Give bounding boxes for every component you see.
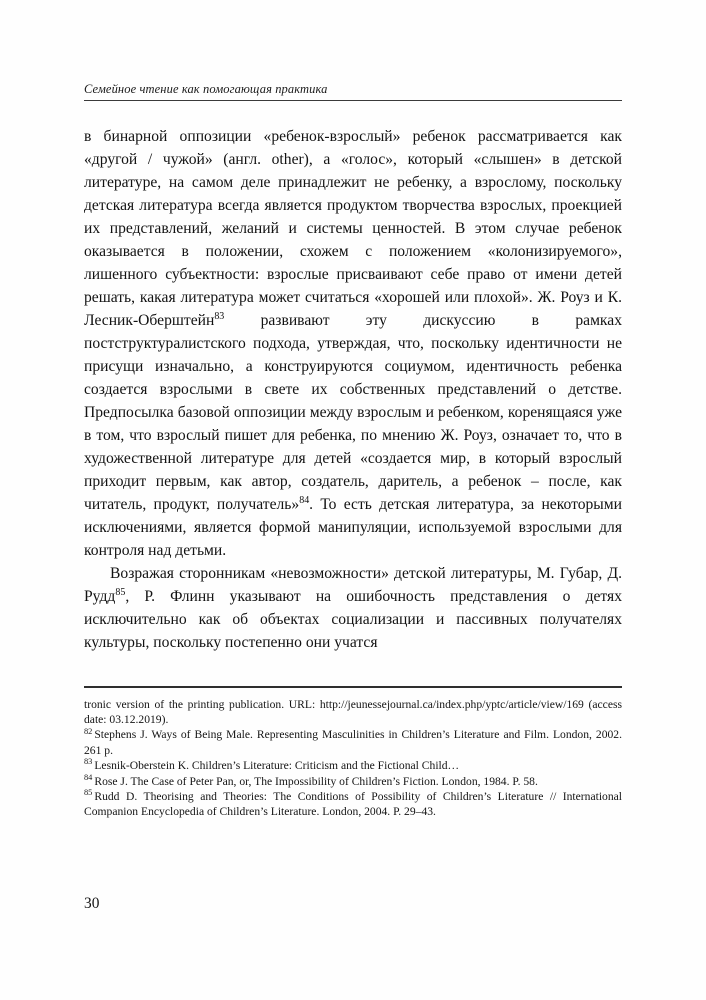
footnote-text: Rose J. The Case of Peter Pan, or, The Impossibility of Children’s Fiction. London, 1984. P. 58.: [94, 774, 538, 788]
footnote-number: 85: [84, 788, 93, 798]
footnote-entry: [84, 789, 622, 820]
footnote-reference[interactable]: 83: [214, 310, 225, 322]
footnote-number: 84: [84, 772, 93, 782]
running-head-rule: [84, 100, 622, 101]
body-text: [84, 125, 622, 654]
footnote-entry: [84, 758, 622, 773]
paragraph-text: . То есть детская литература, за некоторыми исключениями, является формой манипуляции, используемой взрослыми для контроля над детьми.: [84, 496, 622, 559]
running-head: [84, 82, 622, 101]
footnote-number: 82: [84, 726, 93, 736]
footnote-text: tronic version of the printing publication. URL: http://jeunessejournal.ca/index.php/yptc/article/view/169 (access date: 03.12.2019).: [84, 697, 622, 726]
footnote-entry: [84, 774, 622, 789]
paragraph-text: в бинарной оппозиции «ребенок-взрослый» ребенок рассматривается как «другой / чужой» (англ. other), а «голос», который «слышен» в детской литературе, на самом деле принадлежит не ребенку, а взрослому, поскольку детская литература всегда является продуктом творчества взрослых, проекцией их представлений, желаний и системы ценностей. В этом случае ребенок оказывается в положении, схожем с положением «колонизируемого», лишенного субъектности: взрослые присваивают себе право от имени детей решать, какая литература может считаться «хорошей или плохой». Ж. Роуз и К. Лесник-Оберштейн: [84, 128, 622, 329]
footnote-list: [84, 697, 622, 820]
page-number: 30: [84, 895, 100, 912]
footnote-text: Rudd D. Theorising and Theories: The Conditions of Possibility of Children’s Literature // International Companion Encyclopedia of Children’s Literature. London, 2004. P. 29–43.: [84, 790, 622, 819]
body-paragraph: [84, 562, 622, 654]
footnote-separator-rule: [84, 686, 622, 688]
footnote-text: Stephens J. Ways of Being Male. Representing Masculinities in Children’s Literature and Film. London, 2002. 261 p.: [84, 728, 622, 757]
paragraph-text: , Р. Флинн указывают на ошибочность представления о детях исключительно как об объектах социализации и пассивных получателях культуры, поскольку постепенно они учатся: [84, 588, 622, 651]
footnote-reference[interactable]: 85: [115, 586, 126, 598]
footnote-text: Lesnik-Oberstein K. Children’s Literature: Criticism and the Fictional Child…: [94, 759, 460, 773]
body-paragraph: [84, 125, 622, 562]
footnote-reference[interactable]: 84: [299, 494, 310, 506]
running-head-title: Семейное чтение как помогающая практика: [84, 82, 328, 96]
footnote-number: 83: [84, 757, 93, 767]
paragraph-list: [84, 125, 622, 654]
footnote-entry: [84, 697, 622, 728]
footnote-entry: [84, 727, 622, 758]
paragraph-text: Возражая сторонникам «невозможности» детской литературы, М. Губар, Д. Рудд: [84, 565, 622, 605]
paragraph-text: развивают эту дискуссию в рамках постструктуралистского подхода, утверждая, что, поскольку идентичности не присущи изначально, а конструируются социумом, идентичность ребенка создается взрослыми в свете их собственных представлений о детстве. Предпосылка базовой оппозиции между взрослым и ребенком, коренящаяся уже в том, что взрослый пишет для ребенка, по мнению Ж. Роуз, означает то, что в художественной литературе для детей «создается мир, в который взрослый приходит первым, как автор, создатель, даритель, а ребенок – после, как читатель, продукт, получатель»: [84, 312, 622, 513]
footnote-section: [84, 686, 622, 820]
